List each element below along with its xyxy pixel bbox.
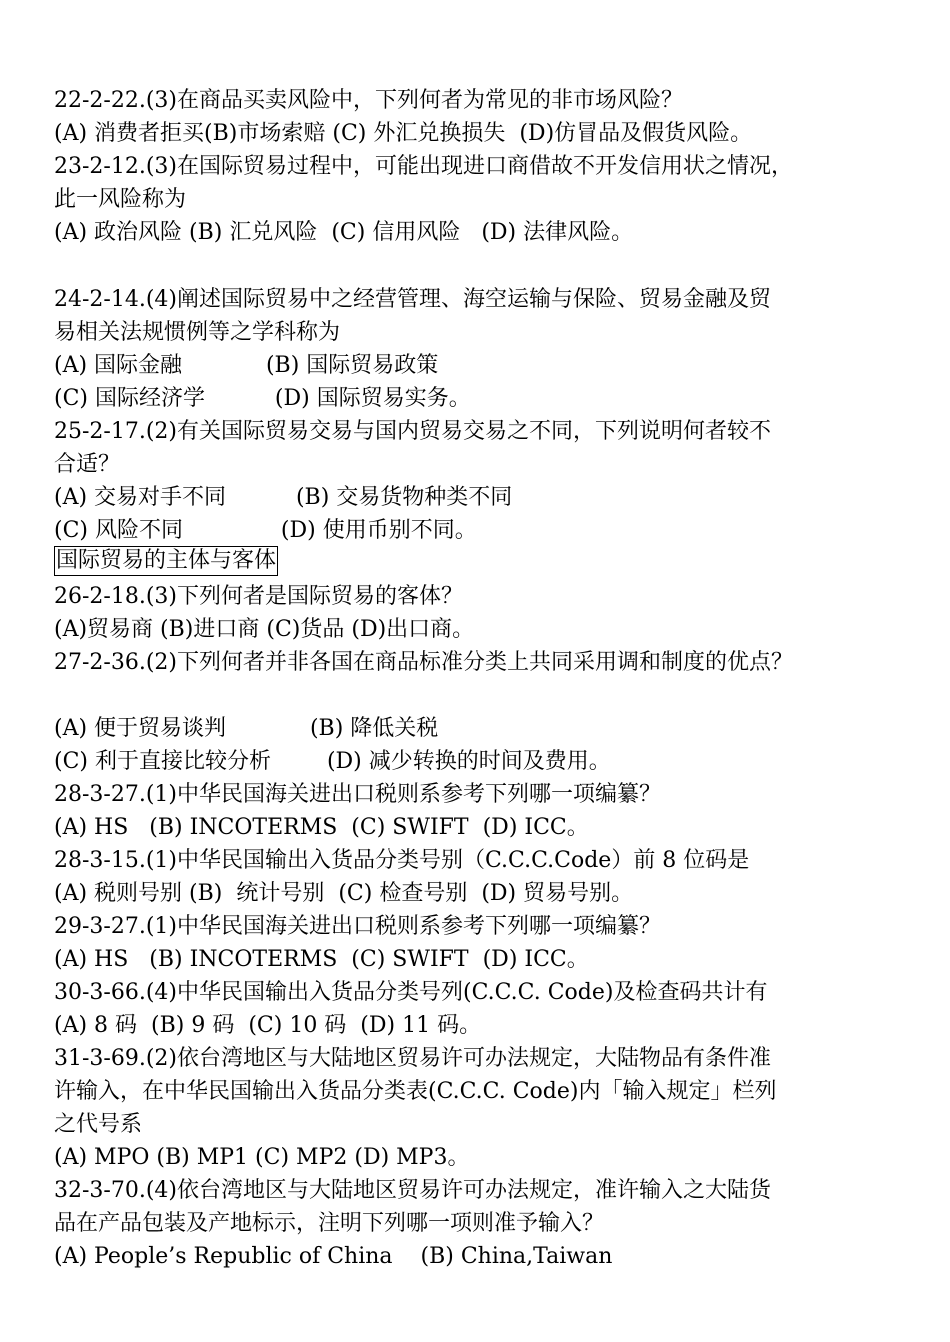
question-30: 30-3-66.(4)中华民国输出入货品分类号列(C.C.C. Code)及检查码共计有 — [54, 980, 768, 1005]
question-31: 31-3-69.(2)依台湾地区与大陆地区贸易许可办法规定，大陆物品有条件准 — [54, 1046, 772, 1071]
question-28a: 28-3-27.(1)中华民国海关进出口税则系参考下列哪一项编纂？ — [54, 782, 662, 807]
question-32-cont: 品在产品包装及产地标示，注明下列哪一项则准予输入？ — [54, 1211, 605, 1236]
question-22-options: (A) 消费者拒买(B)市场索赔 (C) 外汇兑换损失 (D)仿冒品及假货风险。 — [54, 121, 753, 146]
question-24: 24-2-14.(4)阐述国际贸易中之经营管理、海空运输与保险、贸易金融及贸 — [54, 287, 772, 312]
question-23: 23-2-12.(3)在国际贸易过程中，可能出现进口商借故不开发信用状之情况， — [54, 154, 794, 179]
question-26-options: (A)贸易商 (B)进口商 (C)货品 (D)出口商。 — [54, 617, 475, 642]
question-31-options: (A) MPO (B) MP1 (C) MP2 (D) MP3。 — [54, 1145, 470, 1170]
question-29: 29-3-27.(1)中华民国海关进出口税则系参考下列哪一项编纂？ — [54, 914, 662, 939]
question-32: 32-3-70.(4)依台湾地区与大陆地区贸易许可办法规定，准许输入之大陆货 — [54, 1178, 772, 1203]
question-31-cont2: 之代号系 — [54, 1112, 143, 1137]
question-27: 27-2-36.(2)下列何者并非各国在商品标准分类上共同采用调和制度的优点？ — [54, 650, 794, 675]
question-28b-options: (A) 税则号别 (B) 统计号别 (C) 检查号别 (D) 贸易号别。 — [54, 881, 634, 906]
question-27-options-ab: (A) 便于贸易谈判 (B) 降低关税 — [54, 716, 439, 741]
question-26: 26-2-18.(3)下列何者是国际贸易的客体？ — [54, 584, 464, 609]
question-23-options: (A) 政治风险 (B) 汇兑风险 (C) 信用风险 (D) 法律风险。 — [54, 220, 634, 245]
section-heading: 国际贸易的主体与客体 — [54, 546, 278, 576]
question-28b: 28-3-15.(1)中华民国输出入货品分类号别（C.C.C.Code）前 8 位码是 — [54, 848, 750, 873]
question-31-cont: 许输入，在中华民国输出入货品分类表(C.C.C. Code)内「输入规定」栏列 — [54, 1079, 777, 1104]
question-25-options-ab: (A) 交易对手不同 (B) 交易货物种类不同 — [54, 485, 513, 510]
question-25-cont: 合适？ — [54, 452, 121, 477]
question-24-options-cd: (C) 国际经济学 (D) 国际贸易实务。 — [54, 386, 471, 411]
question-24-options-ab: (A) 国际金融 (B) 国际贸易政策 — [54, 353, 439, 378]
question-25: 25-2-17.(2)有关国际贸易交易与国内贸易交易之不同，下列说明何者较不 — [54, 419, 772, 444]
question-32-options: (A) People’s Republic of China (B) China,Taiwan — [54, 1244, 613, 1269]
question-30-options: (A) 8 码 (B) 9 码 (C) 10 码 (D) 11 码。 — [54, 1013, 482, 1038]
question-23-cont: 此一风险称为 — [54, 187, 187, 212]
question-22: 22-2-22.(3)在商品买卖风险中，下列何者为常见的非市场风险？ — [54, 88, 684, 113]
question-24-cont: 易相关法规惯例等之学科称为 — [54, 320, 341, 345]
question-27-options-cd: (C) 利于直接比较分析 (D) 减少转换的时间及费用。 — [54, 749, 611, 774]
question-28a-options: (A) HS (B) INCOTERMS (C) SWIFT (D) ICC。 — [54, 815, 589, 840]
question-25-options-cd: (C) 风险不同 (D) 使用币别不同。 — [54, 518, 477, 543]
question-29-options: (A) HS (B) INCOTERMS (C) SWIFT (D) ICC。 — [54, 947, 589, 972]
